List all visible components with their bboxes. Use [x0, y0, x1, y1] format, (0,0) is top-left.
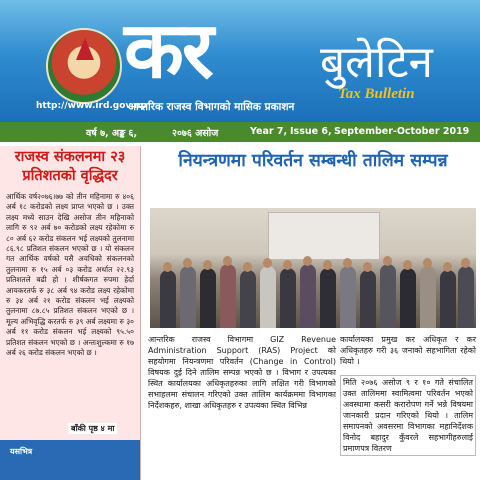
- masthead-subtitle: आन्तरिक राजस्व विभागको मासिक प्रकाशन: [128, 101, 295, 113]
- issue-month: September-October 2019: [334, 126, 470, 137]
- article-headline: नियन्त्रणमा परिवर्तन सम्बन्धी तालिम सम्पन्न: [178, 151, 448, 171]
- article-para-1: कार्यालयका प्रमुख कर अधिकृत र कर अधिकृतहरु गरी ३६ जनाको सहभागिता रहेको थियो ।: [340, 335, 476, 366]
- inside-label: यसभित्र: [10, 447, 33, 456]
- flag-icon: [76, 38, 94, 60]
- issue-year: Year 7,: [250, 126, 288, 137]
- article-column-2: [340, 334, 476, 464]
- nepali-month: २०७६ असोज: [172, 128, 219, 139]
- nepal-emblem-icon: [46, 28, 122, 104]
- continued-label[interactable]: बाँकी पृष्ठ ४ मा: [68, 423, 117, 434]
- tax-bulletin-label: Tax Bulletin: [338, 86, 415, 102]
- inside-box: [0, 440, 140, 480]
- issue-bar: [0, 122, 480, 142]
- masthead-title: कर: [124, 5, 212, 96]
- nepali-issue: वर्ष ७, अङ्क ६,: [86, 128, 138, 139]
- issue-number: Issue 6,: [290, 126, 332, 137]
- masthead: [0, 0, 480, 122]
- article-para-2: मिति २०७६ असोज ९ र १० गते संचालित उक्त तालिममा स्वामित्वमा परिवर्तन भएको अवस्थामा कसरी करारोपण गर्ने भन्ने विषयमा जानकारी प्रदान गरिएको थियो । तालिम समापनको अवसरमा विभागका महानिर्देशक विनोद बहादुर कुँवरले सहभागीहरुलाई प्रमाणपत्र वितरण: [340, 375, 476, 456]
- website-link[interactable]: http://www.ird.gov.np: [36, 101, 147, 111]
- masthead-bulletin: बुलेटिन: [320, 37, 433, 88]
- projector-screen: [268, 212, 380, 260]
- article-column-1: आन्तरिक राजस्व विभागमा GIZ Revenue Administration Support (RAS) Project को सहयोगमा नियन्त्रणमा परिवर्तन (Change in Control) विषयक दुई दिने तालिम सम्पन्न भएको छ । विभाग र उपत्यका स्थित कार्यालयका अधिकृतहरुका लागि लक्षित गरी विभागको सभाहलमा संचालन गरिएको उक्त तालिम कार्यक्रममा विभागका निर्देशकहरु, शाखा अधिकृतहरु र उपत्यका स्थित विभिन्न: [148, 335, 336, 410]
- sidebar-body: आर्थिक वर्ष२०७६।७७ को तीन महिनामा रु ४०६ अर्ब १८ करोडको लक्ष्य प्राप्त भएको छ । उक्त लक्ष्य मध्ये साउन देखि असोज तीन महिनाको लागि रु ९२ अर्ब ७० करोडको लक्ष्य रहेकोमा रु ८० अर्ब ६२ करोड संकलन भई लक्ष्यको तुलनामा ८६.९८ प्रतिशत संकलन भएको छ । यो संकलन गत आर्थिक वर्षको यसै अवधिको संकलनको तुलनामा रु १५ अर्ब ०३ करोड अर्थात २२.९३ प्रतिशतले बढी हो । शीर्षकगत रुपमा हेर्दा आयकरतर्फ रु ३८ अर्ब ९४ करोड लक्ष्य रहेकोमा रु ३४ अर्ब २१ करोड संकलन भई लक्ष्यको तुलनामा ८७.८५ प्रतिशत संकलन भएको छ । मूल्य अभिवृद्धि करतर्फ रु ३९ अर्ब लक्ष्यमा रु ३० अर्ब ११ करोड संकलन भई लक्ष्यको ९५.५० प्रतिशत संकलन भएको छ । अन्तःशुल्कमा रु १७ अर्ब २६ करोड संकलन भएको छ ।: [6, 192, 134, 358]
- sidebar-heading: राजस्व संकलनमा २३ प्रतिशतको वृद्धिदर: [14, 149, 126, 184]
- group-photo: [150, 208, 476, 328]
